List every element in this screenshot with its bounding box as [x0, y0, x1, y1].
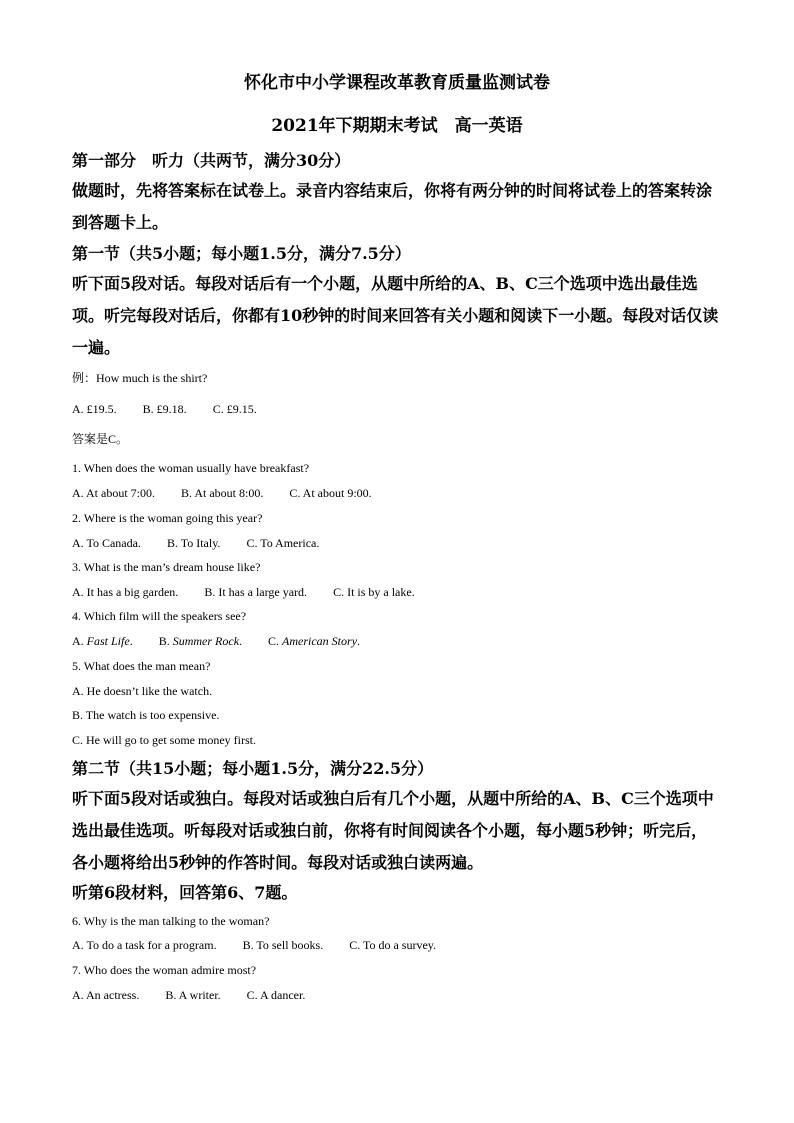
section2-instructions: 听下面5段对话或独白。每段对话或独白后有几个小题，从题中所给的A、B、C三个选项中选出最佳选项。听每段对话或独白前，你将有时间阅读各个小题，每小题5秒钟；听完后，各小题将给出5秒钟的作答时间。每段对话或独白读两遍。 — [72, 789, 714, 872]
option-b: B. To Italy. — [166, 536, 221, 550]
option-b: B. At about 8:00. — [181, 486, 264, 500]
option-c: C. It is by a lake. — [333, 585, 415, 599]
option-a: A. An actress. — [72, 988, 140, 1002]
question-6-options — [72, 937, 436, 953]
section1-heading: 第一节（共5小题；每小题1.5分，满分7.5分） — [72, 244, 411, 263]
question-3-options — [72, 584, 415, 600]
question-7: 7. Who does the woman admire most? — [72, 963, 257, 977]
question-5: 5. What does the man mean? — [72, 659, 211, 673]
option-c: C. To do a survey. — [349, 938, 437, 952]
option-c: C. A dancer. — [246, 988, 306, 1002]
question-2-options — [72, 535, 319, 551]
option-a: A. £19.5. — [72, 402, 117, 416]
question-7-options — [72, 987, 305, 1003]
option-b: B. Summer Rock. — [158, 634, 243, 648]
question-6: 6. Why is the man talking to the woman? — [72, 914, 270, 928]
section1-instructions: 听下面5段对话。每段对话后有一个小题，从题中所给的A、B、C三个选项中选出最佳选项。听完每段对话后，你都有10秒钟的时间来回答有关小题和阅读下一小题。每段对话仅读一遍。 — [72, 274, 719, 357]
question-5-option-a: A. He doesn’t like the watch. — [72, 684, 213, 698]
example-answer: 答案是C。 — [72, 432, 129, 446]
part1-heading: 第一部分 听力（共两节，满分30分） — [72, 151, 351, 170]
question-1-options — [72, 485, 372, 501]
part1-instructions: 做题时，先将答案标在试卷上。录音内容结束后，你将有两分钟的时间将试卷上的答案转涂到答题卡上。 — [72, 181, 713, 232]
film-title: Summer Rock — [172, 634, 240, 648]
option-a: A. To do a task for a program. — [72, 938, 217, 952]
option-b: B. A writer. — [165, 988, 221, 1002]
option-c: C. American Story. — [268, 634, 361, 648]
option-c: C. At about 9:00. — [289, 486, 372, 500]
exam-subtitle: 2021年下期期末考试 高一英语 — [271, 116, 523, 136]
exam-title: 怀化市中小学课程改革教育质量监测试卷 — [244, 73, 550, 93]
material-6-label: 听第6段材料，回答第6、7题。 — [72, 883, 298, 902]
question-5-option-b: B. The watch is too expensive. — [72, 708, 220, 722]
option-b: B. £9.18. — [142, 402, 187, 416]
question-4: 4. Which film will the speakers see? — [72, 609, 247, 623]
question-1: 1. When does the woman usually have breakfast? — [72, 461, 310, 475]
film-title: American Story — [282, 634, 358, 648]
question-4-options — [72, 633, 360, 649]
option-a: A. Fast Life. — [72, 634, 133, 648]
example-options — [72, 401, 257, 417]
option-c: C. To America. — [246, 536, 320, 550]
example-question: 例：How much is the shirt? — [72, 371, 208, 385]
question-2: 2. Where is the woman going this year? — [72, 511, 263, 525]
option-b: B. It has a large yard. — [204, 585, 308, 599]
question-3: 3. What is the man’s dream house like? — [72, 560, 261, 574]
question-5-option-c: C. He will go to get some money first. — [72, 733, 256, 747]
option-a: A. At about 7:00. — [72, 486, 155, 500]
option-a: A. To Canada. — [72, 536, 141, 550]
option-b: B. To sell books. — [242, 938, 324, 952]
film-title: Fast Life — [86, 634, 130, 648]
section2-heading: 第二节（共15小题；每小题1.5分，满分22.5分） — [72, 759, 434, 778]
option-c: C. £9.15. — [212, 402, 257, 416]
option-a: A. It has a big garden. — [72, 585, 179, 599]
